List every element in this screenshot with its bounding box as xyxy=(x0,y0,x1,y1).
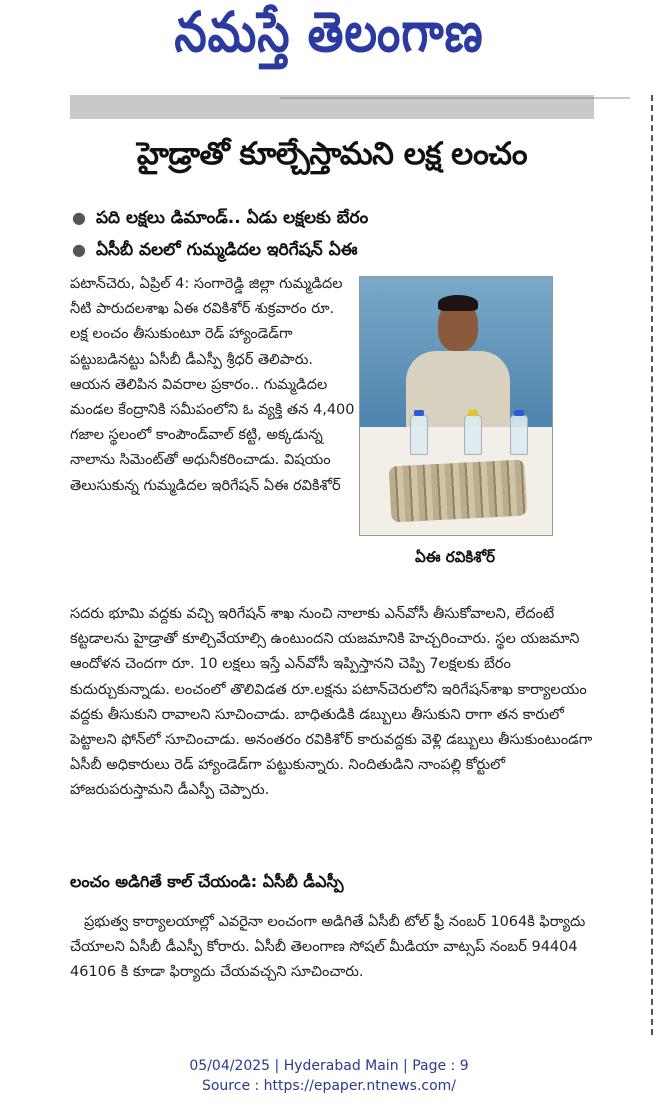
bullet-text: పది లక్షలు డిమాండ్.. ఏడు లక్షలకు బేరం xyxy=(95,208,369,228)
closing-paragraph xyxy=(70,910,598,986)
accused-photo xyxy=(359,276,553,536)
column-paragraph: పటాన్‌చెరు, ఏప్రిల్ 4: సంగారెడ్డి జిల్లా గుమ్మడిదల నీటి పారుదలశాఖ ఏఈ రవికిశోర్ శుక్రవారం రూ. లక్ష లంచం తీసుకుంటూ రెడ్ హ్యాండెడ్‌గా పట్టుబడినట్టు ఏసీబీ డీఎస్పీ శ్రీధర్ తెలిపారు. ఆయన తెలిపిన వివరాల ప్రకారం.. గుమ్మడిదల మండల కేంద్రానికి సమీపంలోని ఓ వ్యక్తి తన 4,400 గజాల స్థలంలో కాంపౌండ్‌వాల్ కట్టి, అక్కడున్న నాలాను సిమెంట్‌తో అధునీకరించాడు. విషయం తెలుసుకున్న గుమ్మడిదల ఇరిగేషన్ ఏఈ రవికిశోర్ xyxy=(70,276,355,494)
photo-caption: ఏఈ రవికిశోర్ xyxy=(415,548,495,566)
newspaper-masthead xyxy=(0,0,658,80)
column-divider xyxy=(651,95,656,1035)
footer-source: Source : https://epaper.ntnews.com/ xyxy=(201,1078,457,1094)
article-headline: హైడ్రాతో కూల్చేస్తామని లక్ష లంచం xyxy=(136,136,528,172)
bullet-icon: ● xyxy=(72,240,86,259)
body-paragraph: సదరు భూమి వద్దకు వచ్చి ఇరిగేషన్ శాఖ నుంచి నాలాకు ఎన్‌వోసీ తీసుకోవాలని, లేదంటే కట్టడాలను హైడ్రాతో కూల్చివేయాల్సి ఉంటుందని యజమానికి హెచ్చరించారు. స్థల యజమాని ఆందోళన చెందగా రూ. 10 లక్షలు ఇస్తే ఎన్‌వోసీ ఇప్పిస్తానని చెప్పి 7లక్షలకు బేరం కుదుర్చుకున్నాడు. లంచంలో తొలివిడత రూ.లక్షను పటాన్‌చెరులోని ఇరిగేషన్‌శాఖ కార్యాలయం వద్దకు తీసుకుని రావాలని సూచించాడు. బాధితుడికి డబ్బులు తీసుకుని రాగా తన కారులో పెట్టాలని ఫోన్‌లో సూచించాడు. అనంతరం రవికిశోర్ కారువద్దకు వెళ్లి డబ్బులు తీసుకుంటుండగా ఏసీబీ అధికారులు రెడ్ హ్యాండెడ్‌గా పట్టుకున్నారు. నిందితుడిని నాంపల్లి కోర్టులో హాజరుపరుస్తామని డీఎస్పీ చెప్పారు. xyxy=(70,606,593,799)
bullet-point xyxy=(72,240,358,264)
closing-text: ప్రభుత్వ కార్యాలయాల్లో ఎవరైనా లంచంగా అడిగితే ఏసీబీ టోల్ ఫ్రీ నంబర్ 1064కి ఫిర్యాదు చేయాలని ఏసీబీ డీఎస్పీ కోరారు. ఏసీబీ తెలంగాణ సోషల్ మీడియా వాట్సప్ నంబర్ 94404 46106 కి కూడా ఫిర్యాదు చేయవచ్చని సూచించారు. xyxy=(70,914,586,981)
footer-date-edition: 05/04/2025 | Hyderabad Main | Page : 9 xyxy=(189,1058,469,1074)
article-subheading: లంచం అడిగితే కాల్ చేయండి: ఏసీబీ డీఎస్పీ xyxy=(70,872,344,891)
top-strip-divider xyxy=(70,95,594,119)
bullet-icon: ● xyxy=(72,208,86,227)
article-column-text xyxy=(70,272,355,499)
masthead-title: నమస్తే తెలంగాణ xyxy=(174,0,484,65)
bullet-text: ఏసీబీ వలలో గుమ్మడిదల ఇరిగేషన్ ఏఈ xyxy=(95,240,358,260)
bullet-point xyxy=(72,208,368,232)
page-footer xyxy=(0,1056,658,1096)
cash-bundle xyxy=(389,459,528,522)
article-body-text xyxy=(70,602,598,804)
